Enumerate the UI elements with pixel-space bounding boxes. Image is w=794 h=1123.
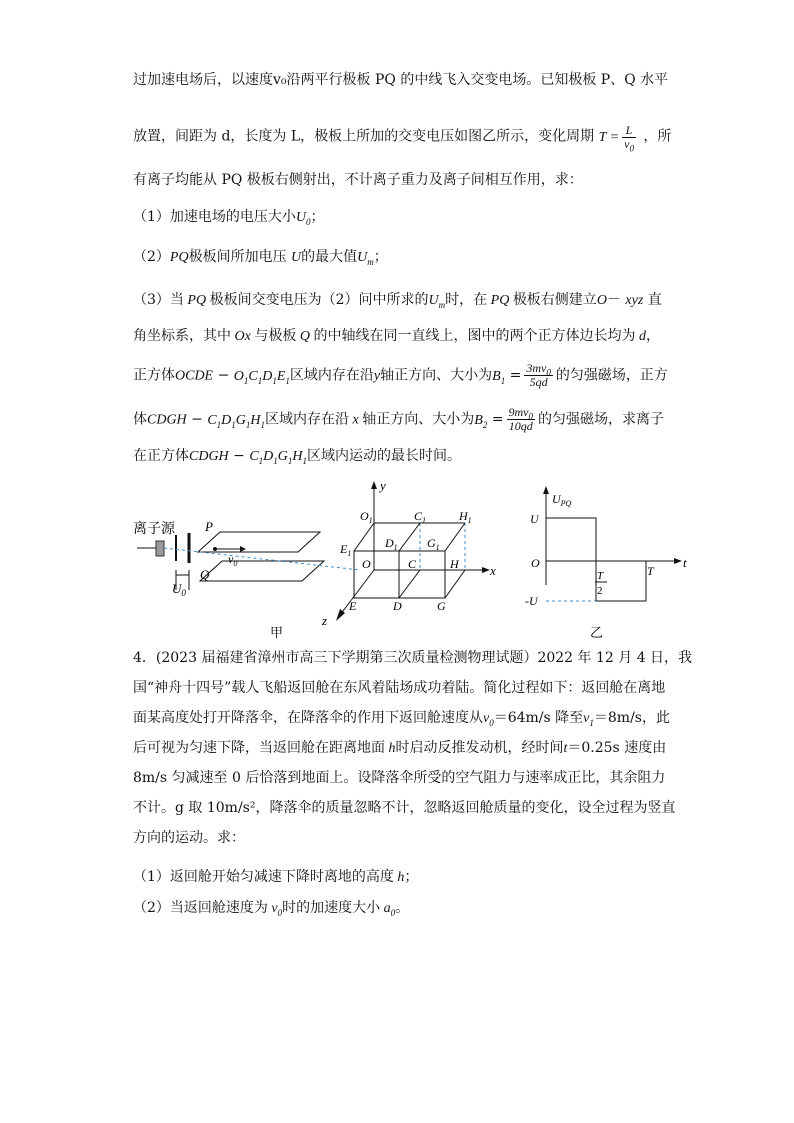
axis-y-label: y (380, 478, 386, 493)
q4-line-1: 4．(2023 届福建省漳州市高三下学期第三次质量检测物理试题）2022 年 12 月 4 日，我 (133, 650, 693, 666)
neg-u-tick-label: -U (525, 594, 538, 608)
u-tick-label: U (530, 512, 539, 526)
q3-part-3-line-3: 正方体OCDE − $O_1C_1D_1E_1$区域内存在沿y轴正方向、大小为$B_1$ = $\frac{3mv_0}{5qd}$ 的匀强磁场，正方 (133, 361, 668, 389)
q3-part-3-line-5: 在正方体CDGH − $C_1D_1G_1H_1$区域内运动的最长时间。 (133, 448, 462, 466)
svg-text:D: D (393, 599, 402, 613)
svg-text:C1: $C_1$ (414, 509, 427, 525)
u0-label: $U_0$ (172, 581, 186, 598)
q4-part-2: （2）当返回舱速度为 $v_0$时的加速度大小 $a_0$。 (133, 900, 410, 918)
cube-vertex-labels (339, 509, 472, 613)
svg-text:H1: $H_1$ (459, 509, 472, 525)
q3-part-1: （1）加速电场的电压大小$U_0$； (133, 209, 325, 227)
t-axis-label: t (683, 555, 687, 570)
physics-figure (0, 475, 794, 645)
q4-line-6: 不计。g 取 10m/s²，降落伞的质量忽略不计，忽略返回舱质量的变化，设全过程为竖直 (133, 800, 676, 816)
q4-line-3: 面某高度处打开降落伞，在降落伞的作用下返回舱速度从$v_0=64m/s$ 降至$v_1=8m/s$，此 (133, 710, 670, 728)
ion-source (156, 541, 164, 556)
svg-text:G: G (437, 599, 446, 613)
svg-text:H: H (450, 557, 459, 571)
q3-line-1: 过加速电场后，以速度v₀沿两平行极板 PQ 的中线飞入交变电场。已知极板 P、Q 水平 (133, 72, 669, 88)
q3-line-2: 放置，间距为 d，长度为 L，极板上所加的交变电压如图乙所示，变化周期 T = $\frac{L}{v_0}$ ，所 (133, 123, 672, 154)
q3-part-3-line-1: （3）当 PQ 极板间交变电压为（2）问中所求的$U_m$时，在 PQ 极板右侧建立O－ xyz 直 (133, 292, 662, 310)
plate-p-label: P (205, 519, 213, 534)
svg-text:G1: $G_1$ (427, 536, 440, 552)
caption-left: 甲 (270, 625, 284, 640)
axis-z-label: z (322, 613, 328, 628)
q4-line-2: 国“神舟十四号”载人飞船返回舱在东风着陆场成功着陆。简化过程如下：返回舱在离地 (133, 680, 666, 696)
q3-line-3: 有离子均能从 PQ 极板右侧射出，不计离子重力及离子间相互作用，求： (133, 172, 583, 188)
q4-line-4: 后可视为匀速下降，当返回舱在距离地面 h时启动反推发动机，经时间t＝0.25s 速度由 (133, 740, 667, 756)
q3-part-3-line-2: 角坐标系，其中 Ox 与极板 Q 的中轴线在同一直线上，图中的两个正方体边长均为 d， (133, 328, 660, 344)
svg-text:O: O (362, 557, 371, 571)
ion-source-label: 离子源 (133, 522, 175, 537)
v0-label: $v_0$ (228, 552, 238, 568)
period-label: T (647, 564, 654, 578)
plate-q-label: Q (200, 567, 210, 582)
q3-part-2: （2）PQ极板间所加电压 U的最大值$U_m$； (133, 249, 388, 267)
upq-label: $U_{PQ}$ (552, 492, 572, 508)
caption-right: 乙 (590, 625, 604, 640)
svg-text:E1: $E_1$ (340, 542, 352, 558)
q3-part-3-line-4: 体CDGH − $C_1D_1G_1H_1$区域内存在沿 x 轴正方向、大小为$B_2$ = $\frac{9mv_0}{10qd}$ 的匀强磁场，求离子 (133, 405, 664, 433)
half-period-label: T (597, 570, 604, 582)
q4-line-5: 8m/s 匀减速至 0 后恰落到地面上。设降落伞所受的空气阻力与速率成正比，其余阻力 (133, 770, 666, 786)
svg-text:D1: $D_1$ (385, 536, 398, 552)
axis-x-label: x (490, 563, 496, 578)
q4-line-7: 方向的运动。求： (133, 830, 245, 846)
plate-q (200, 561, 324, 581)
svg-text:E: E (349, 599, 357, 613)
origin-label: O (531, 556, 540, 570)
half-period-den: 2 (597, 585, 603, 597)
q4-part-1: （1）返回舱开始匀减速下降时离地的高度 h； (133, 869, 419, 885)
svg-text:O1: $O_1$ (360, 509, 373, 525)
svg-text:C: C (408, 557, 417, 571)
period-formula: T = $\frac{L}{v_0}$ (598, 123, 634, 154)
